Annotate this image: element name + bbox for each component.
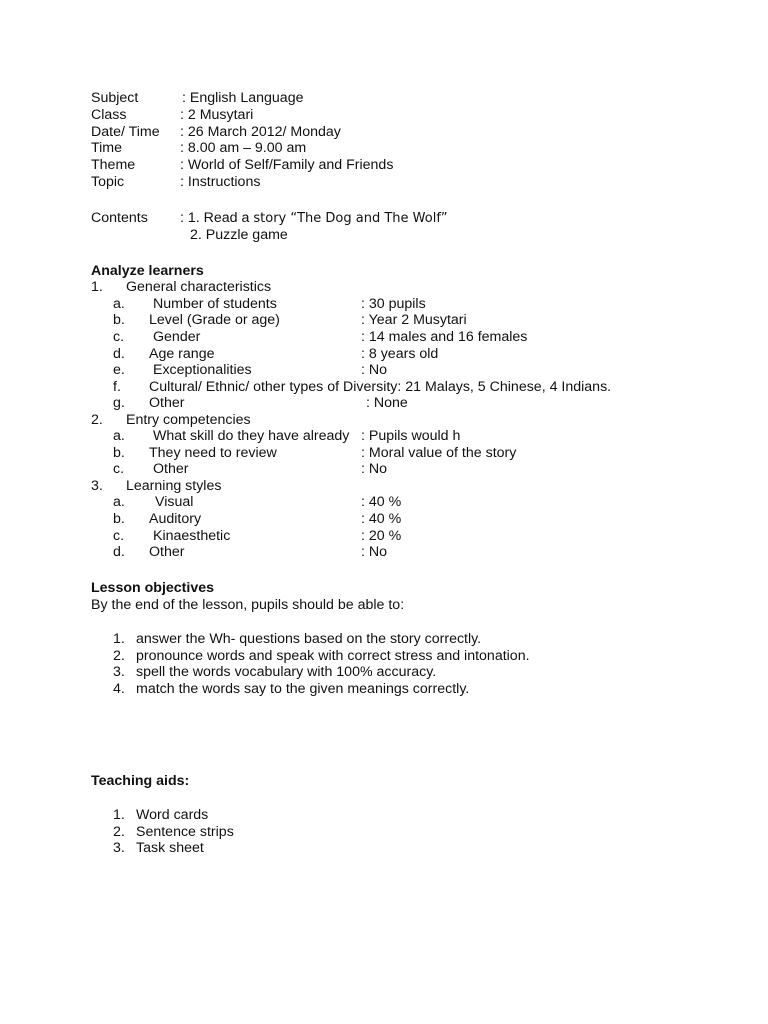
aid-text: Sentence strips [136, 824, 234, 840]
date-time-value: : 26 March 2012/ Monday [180, 124, 341, 140]
story-title: story “The Dog and The Wolf” [253, 211, 448, 226]
contents-line-1-prefix: : 1. Read a [180, 210, 250, 226]
item-letter: c. [113, 528, 125, 544]
item-label: Auditory [149, 511, 202, 527]
aid-text: Task sheet [136, 840, 204, 856]
item-letter: a. [113, 428, 125, 444]
subject-value: : English Language [182, 90, 304, 106]
item-label: They need to review [149, 445, 277, 461]
item-value: : No [361, 544, 388, 560]
item-value: : Year 2 Musytari [361, 312, 467, 328]
item-label: Age range [149, 346, 215, 362]
class-value: : 2 Musytari [180, 107, 254, 123]
objective-text: pronounce words and speak with correct stress and intonation. [136, 648, 530, 664]
item-value: : None [366, 395, 408, 411]
objective-number: 2. [113, 648, 125, 664]
class-label: Class [91, 107, 127, 123]
item-label: Exceptionalities [153, 362, 252, 378]
item-letter: a. [113, 494, 125, 510]
item-label: Other [149, 544, 185, 560]
time-label: Time [91, 140, 123, 156]
item-value: : Moral value of the story [361, 445, 517, 461]
item-letter: c. [113, 329, 125, 345]
item-label: Kinaesthetic [153, 528, 231, 544]
item-letter: b. [113, 312, 125, 328]
item-label: Other [153, 461, 189, 477]
objectives-intro: By the end of the lesson, pupils should be able to: [91, 597, 405, 613]
item-letter: e. [113, 362, 125, 378]
topic-value: : Instructions [180, 174, 261, 190]
teaching-aids-heading: Teaching aids: [91, 773, 190, 789]
item-value: : 8 years old [361, 346, 439, 362]
item-label: Other [149, 395, 185, 411]
aid-number: 1. [113, 807, 125, 823]
item-letter: d. [113, 544, 125, 560]
section-title-general: General characteristics [126, 279, 272, 295]
item-letter: c. [113, 461, 125, 477]
aid-number: 3. [113, 840, 125, 856]
item-value: : No [361, 362, 388, 378]
contents-line-2: 2. Puzzle game [190, 227, 288, 243]
item-label: Visual [155, 494, 194, 510]
item-value: : Pupils would h [361, 428, 461, 444]
item-label: What skill do they have already [153, 428, 350, 444]
item-label: Level (Grade or age) [149, 312, 280, 328]
item-letter: d. [113, 346, 125, 362]
item-label: Cultural/ Ethnic/ other types of Diversity: 21 Malays, 5 Chinese, 4 Indians. [149, 379, 612, 395]
item-value: : 20 % [361, 528, 402, 544]
aid-number: 2. [113, 824, 125, 840]
item-letter: a. [113, 296, 125, 312]
contents-label: Contents [91, 210, 148, 226]
section-number: 3. [91, 478, 103, 494]
lesson-objectives-heading: Lesson objectives [91, 580, 215, 596]
section-title-learning: Learning styles [126, 478, 222, 494]
theme-label: Theme [91, 157, 136, 173]
item-letter: f. [113, 379, 121, 395]
item-value: : No [361, 461, 388, 477]
item-letter: b. [113, 511, 125, 527]
objective-number: 3. [113, 664, 125, 680]
objective-text: spell the words vocabulary with 100% accuracy. [136, 664, 437, 680]
section-number: 2. [91, 412, 103, 428]
aid-text: Word cards [136, 807, 209, 823]
time-value: : 8.00 am – 9.00 am [180, 140, 307, 156]
contents-line-1 [180, 210, 448, 228]
objective-number: 4. [113, 681, 125, 697]
item-value: : 14 males and 16 females [361, 329, 528, 345]
section-number: 1. [91, 279, 103, 295]
objective-text: match the words say to the given meanings correctly. [136, 681, 470, 697]
item-letter: b. [113, 445, 125, 461]
item-value: : 40 % [361, 511, 402, 527]
item-value: : 40 % [361, 494, 402, 510]
theme-value: : World of Self/Family and Friends [180, 157, 394, 173]
subject-label: Subject [91, 90, 139, 106]
objective-number: 1. [113, 631, 125, 647]
item-letter: g. [113, 395, 125, 411]
objective-text: answer the Wh- questions based on the story correctly. [136, 631, 482, 647]
topic-label: Topic [91, 174, 125, 190]
analyze-learners-heading: Analyze learners [91, 263, 204, 279]
item-value: : 30 pupils [361, 296, 426, 312]
item-label: Gender [153, 329, 201, 345]
item-label: Number of students [153, 296, 277, 312]
date-time-label: Date/ Time [91, 124, 160, 140]
section-title-entry: Entry competencies [126, 412, 251, 428]
